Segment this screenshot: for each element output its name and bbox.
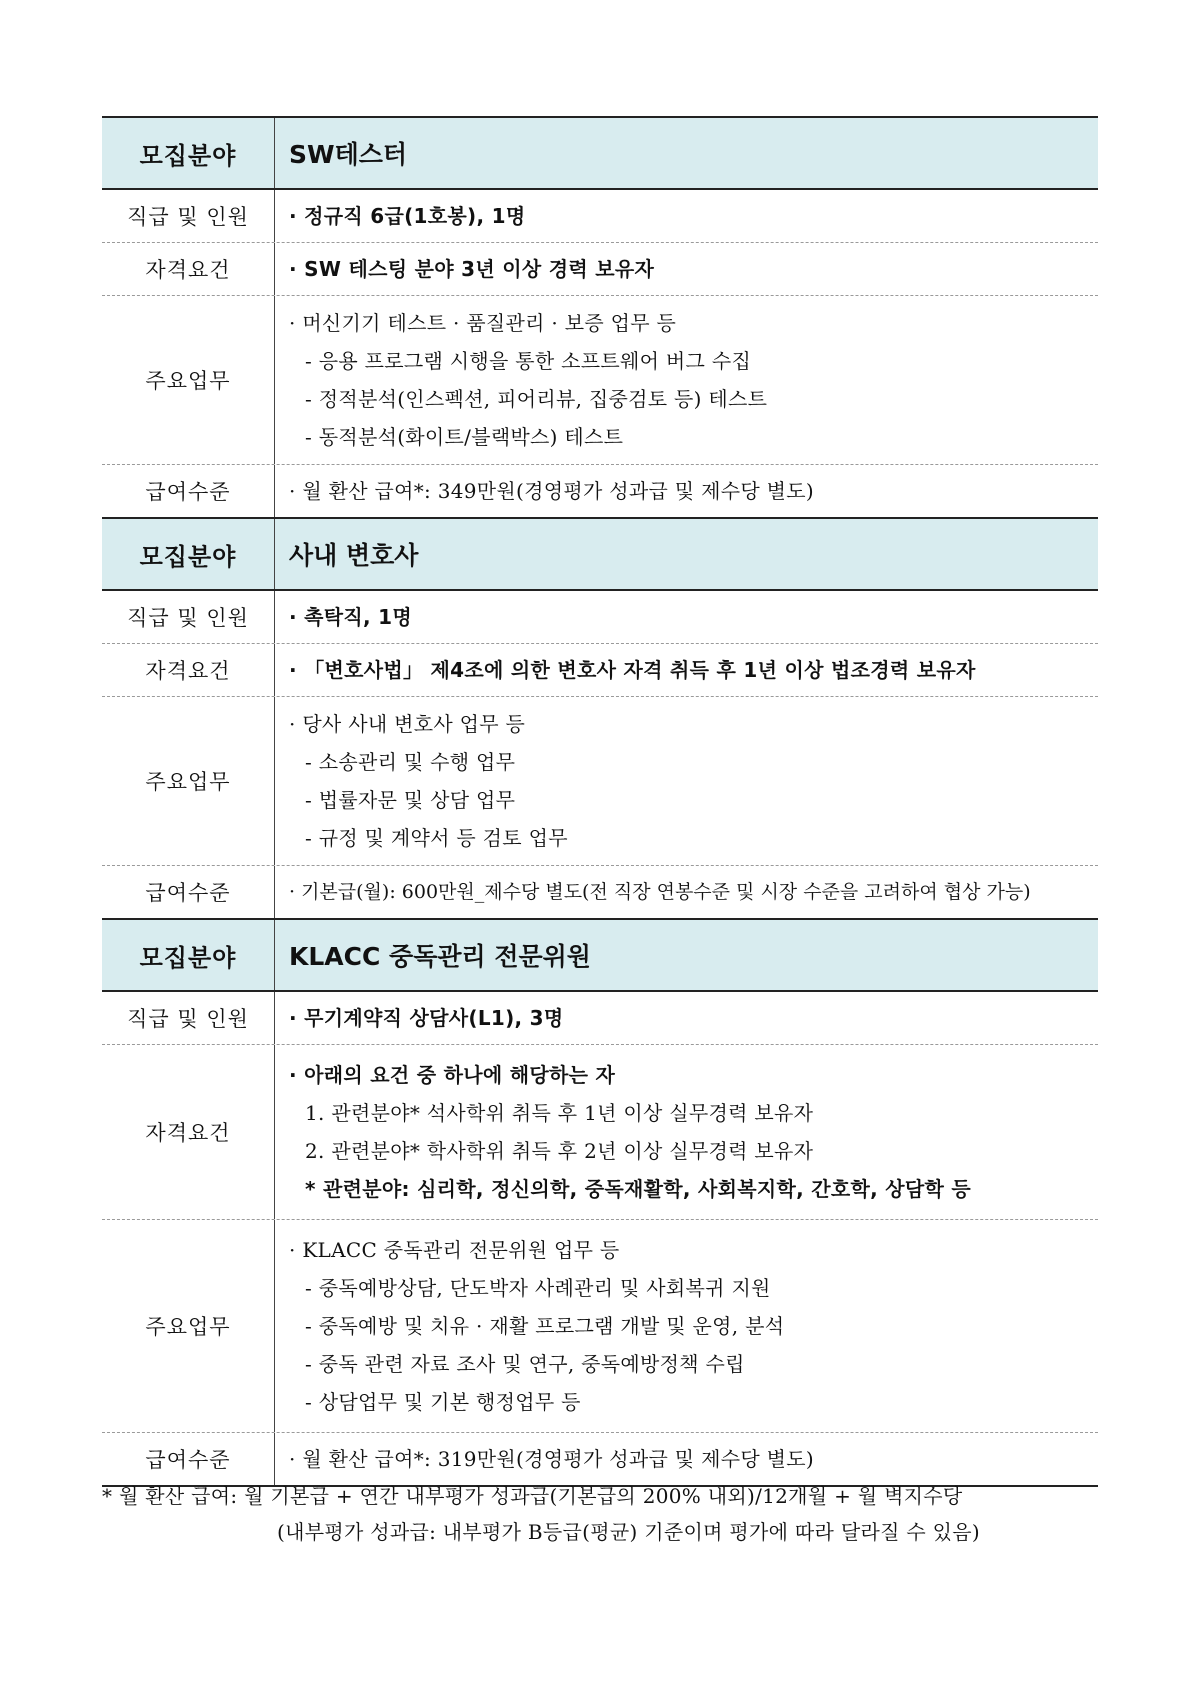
salary-value: · 기본급(월): 600만원_제수당 별도(전 직장 연봉수준 및 시장 수준을 고려하여 협상 가능) xyxy=(289,881,1031,903)
salary-value: · 월 환산 급여*: 349만원(경영평가 성과급 및 제수당 별도) xyxy=(289,479,814,503)
duty-line: - 정적분석(인스펙션, 피어리뷰, 집중검토 등) 테스트 xyxy=(305,387,768,411)
position-value: · 촉탁직, 1명 xyxy=(289,605,413,629)
salary-label: 급여수준 xyxy=(102,1433,275,1485)
section-title: 사내 변호사 xyxy=(289,541,419,570)
salary-label: 급여수준 xyxy=(102,866,275,918)
qualification-label: 자격요건 xyxy=(102,644,275,696)
header-label: 모집분야 xyxy=(102,519,275,589)
recruitment-table xyxy=(102,116,1098,1487)
header-label: 모집분야 xyxy=(102,118,275,188)
footnote-line-2: (내부평가 성과급: 내부평가 B등급(평균) 기준이며 평가에 따라 달라질 수 있음) xyxy=(277,1520,980,1544)
qualification-row xyxy=(102,242,1098,295)
duty-line: - 중독 관련 자료 조사 및 연구, 중독예방정책 수립 xyxy=(305,1352,745,1376)
position-row xyxy=(102,992,1098,1044)
header-label: 모집분야 xyxy=(102,920,275,990)
section-klacc-specialist xyxy=(102,918,1098,1487)
section-sw-tester xyxy=(102,116,1098,517)
duties-row xyxy=(102,1219,1098,1432)
duty-line: · KLACC 중독관리 전문위원 업무 등 xyxy=(289,1238,620,1262)
duty-line: · 당사 사내 변호사 업무 등 xyxy=(289,712,526,736)
duty-line: - 소송관리 및 수행 업무 xyxy=(305,750,516,774)
qualification-label: 자격요건 xyxy=(102,243,275,295)
position-value: · 정규직 6급(1호봉), 1명 xyxy=(289,204,526,228)
section-in-house-lawyer xyxy=(102,517,1098,918)
footnote xyxy=(102,1478,980,1550)
position-label: 직급 및 인원 xyxy=(102,591,275,643)
qualification-row xyxy=(102,1044,1098,1219)
duty-line: - 동적분석(화이트/블랙박스) 테스트 xyxy=(305,425,624,449)
position-label: 직급 및 인원 xyxy=(102,992,275,1044)
qualification-label: 자격요건 xyxy=(102,1045,275,1219)
qualification-line: · 아래의 요건 중 하나에 해당하는 자 xyxy=(289,1063,616,1087)
position-value: · 무기계약직 상담사(L1), 3명 xyxy=(289,1006,564,1030)
position-row xyxy=(102,190,1098,242)
qualification-line: 2. 관련분야* 학사학위 취득 후 2년 이상 실무경력 보유자 xyxy=(305,1139,814,1163)
duty-line: - 중독예방상담, 단도박자 사례관리 및 사회복귀 지원 xyxy=(305,1276,771,1300)
duties-label: 주요업무 xyxy=(102,1220,275,1432)
qualification-line: · SW 테스팅 분야 3년 이상 경력 보유자 xyxy=(289,257,655,281)
qualification-line: · 「변호사법」 제4조에 의한 변호사 자격 취득 후 1년 이상 법조경력 보유자 xyxy=(289,658,976,682)
footnote-line-1: * 월 환산 급여: 월 기본급 + 연간 내부평가 성과급(기본급의 200% 내외)/12개월 + 월 벽지수당 xyxy=(102,1484,963,1508)
duty-line: - 중독예방 및 치유 · 재활 프로그램 개발 및 운영, 분석 xyxy=(305,1314,785,1338)
duty-line: · 머신기기 테스트 · 품질관리 · 보증 업무 등 xyxy=(289,311,677,335)
qualification-note: * 관련분야: 심리학, 정신의학, 중독재활학, 사회복지학, 간호학, 상담학 등 xyxy=(305,1177,972,1201)
salary-row xyxy=(102,865,1098,918)
section-header xyxy=(102,920,1098,992)
section-title: SW테스터 xyxy=(289,140,408,169)
duties-row xyxy=(102,295,1098,464)
section-header xyxy=(102,118,1098,190)
salary-row xyxy=(102,464,1098,517)
duties-label: 주요업무 xyxy=(102,296,275,464)
duty-line: - 응용 프로그램 시행을 통한 소프트웨어 버그 수집 xyxy=(305,349,752,373)
duties-row xyxy=(102,696,1098,865)
duty-line: - 규정 및 계약서 등 검토 업무 xyxy=(305,826,568,850)
section-header xyxy=(102,519,1098,591)
duty-line: - 법률자문 및 상담 업무 xyxy=(305,788,516,812)
position-label: 직급 및 인원 xyxy=(102,190,275,242)
duties-label: 주요업무 xyxy=(102,697,275,865)
section-title: KLACC 중독관리 전문위원 xyxy=(289,942,591,971)
qualification-row xyxy=(102,643,1098,696)
salary-label: 급여수준 xyxy=(102,465,275,517)
qualification-line: 1. 관련분야* 석사학위 취득 후 1년 이상 실무경력 보유자 xyxy=(305,1101,814,1125)
duty-line: - 상담업무 및 기본 행정업무 등 xyxy=(305,1390,581,1414)
position-row xyxy=(102,591,1098,643)
salary-value: · 월 환산 급여*: 319만원(경영평가 성과급 및 제수당 별도) xyxy=(289,1447,814,1471)
